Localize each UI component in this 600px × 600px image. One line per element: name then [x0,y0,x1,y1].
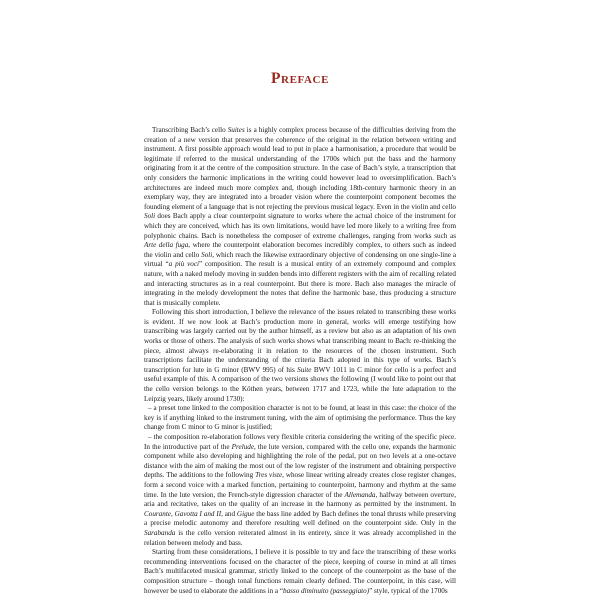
italic-text: basso diminuito (passeggiato) [283,586,370,595]
text-run: – the composition re-elaboration follows very flexible criteria considering the writing of the specific piece. In the introductive part of the [144,433,456,451]
paragraph [144,548,456,596]
text-run: ” composition. The result is a musical entity of an extremely compound and complex nature, with a naked melody moving in sudden bends into different registers with the aim of recalling related and interacting structures as in a real counterpoint. But there is more. Bach also manages the miracle of integrating in the melody development the notes that define the harmonic base, thus producing a structure that is musically complete. [144,260,456,307]
paragraph [144,308,456,404]
text-run: the bass line added by Bach defines the tonal thrusts while preserving a precise melodic autonomy and therefore resulting well defined on the counterpoint side. Only in the [144,509,456,528]
italic-text: Sarabanda [144,528,176,537]
text-run: , the lute version, compared with the cello one, expands the harmonic component while also developing and highlighting the role of the pedal, put on two levels at a one-octave distance with the aim of making the most out of the low register of the instrument and obtaining perspective depths. The additions to the following [144,442,456,480]
italic-text: Soli [201,250,213,259]
text-run: , [170,509,175,518]
text-run: BWV 1011 in C minor for cello is a perfect and useful example of this. A comparison of the two versions shows the following (I would like to point out that the cello version belongs to the Köthen years, between 1717 and 1723, while the lute adaptation to the Leipzig years, likely around 1730): [144,365,456,403]
paragraph [144,126,456,308]
paragraph [144,404,456,433]
italic-text: Courante [144,509,171,518]
text-run: , where the counterpoint elaboration becomes incredibly complex, to others such as indeed the violin and cello [144,241,456,259]
page-title: Preface [270,70,330,87]
text-run: Following this short introduction, I believe the relevance of the issues related to transcribing these works is evident. If we now look at Bach’s production more in general, works will emerge testifying how transcribing was largely carried out by the author himself, as a review but also as an adaptation of his own works or those of others. The analysis of such works shows what transcribing meant to Bach: re-thinking the piece, almost always re-elaborating it in relation to the resources of the chosen instrument. Such transcriptions facilitate the understanding of the criteria Bach adopted in this type of works. Bach’s transcription for lute in G minor (BWV 995) of his [144,308,456,374]
text-run: Starting from these considerations, I believe it is possible to try and face the transcribing of these works recommending interventions focused on the character of the piece, keeping of course in mind at all times Bach’s multifaceted musical grammar, strictly linked to the concept of the counterpoint as the base of the composition structure – though tonal functions remain clearly defined. The counterpoint, in this case, will however be used to elaborate the additions in a “ [144,548,456,595]
preface-body-text [144,126,456,596]
italic-text: Prelude [231,442,255,451]
text-run: , and [221,509,237,518]
italic-text: Gavotta I and II [174,509,222,518]
italic-text: Suite [297,365,312,374]
text-run: is a highly complex process because of the difficulties deriving from the creation of a new version that preserves the coherence of the original in the relation between writing and instrument. A first possible approach would lead to put in place a harmonisation, a procedure that would be legitimate if referred to the musical understanding of the 1700s which put the bass and the harmony originating from it at the centre of the composition structure. In the case of Bach’s style, a transcription that only considers the harmonic implications in the writing could however lead to oversimplification. Bach’s architectures are indeed much more complex and, though including 18th-century harmonic theory in an exemplary way, they are integrated into a broader vision where the counterpoint component becomes the founding element of a language that is not rejecting the previous musical legacy. Even in the violin and cello [144,126,456,211]
italic-text: Allemanda [344,490,376,499]
italic-text: Tres viste [255,471,283,480]
text-run: ” style, typical of the 1700s [369,586,448,595]
paragraph [144,433,456,548]
text-run: – a preset tone linked to the composition character is not to be found, at least in this case: the choice of the key is if anything linked to the instrument tuning, with the aim of optimising the performance. Thus the key change from C minor to G minor is justified; [144,404,456,432]
text-run: Transcribing Bach’s cello [152,126,228,134]
italic-text: a più voci [168,260,199,269]
text-run: , which reach the likewise extraordinary objective of condensing on one single-line a virtual “ [144,250,457,269]
italic-text: Soli [144,212,156,221]
italic-text: Arte della fuga [144,241,189,250]
text-run: , whose linear writing already creates close register changes, form a second voice with a marked function, pertaining to counterpoint, harmony and rhythm at the same time. In the lute version, the French-style digression character of the [144,471,456,499]
italic-text: Suites [227,126,245,134]
text-run: , halfway between overture, aria and recitative, takes on the quality of an increase in the harmony as permitted by the instrument. In [144,490,456,509]
text-run: does Bach apply a clear counterpoint signature to works where the actual choice of the instrument for which they are conceived, which has its own limitations, would have led more likely to a writing free from polyphonic chains. Bach is nonetheless the composer of extreme challenges, ranging from works such as [144,212,456,240]
text-run: is the cello version reiterated almost in its entirety, since it was already accomplished in the relation between melody and bass. [144,528,456,547]
italic-text: Gigue [236,509,255,518]
